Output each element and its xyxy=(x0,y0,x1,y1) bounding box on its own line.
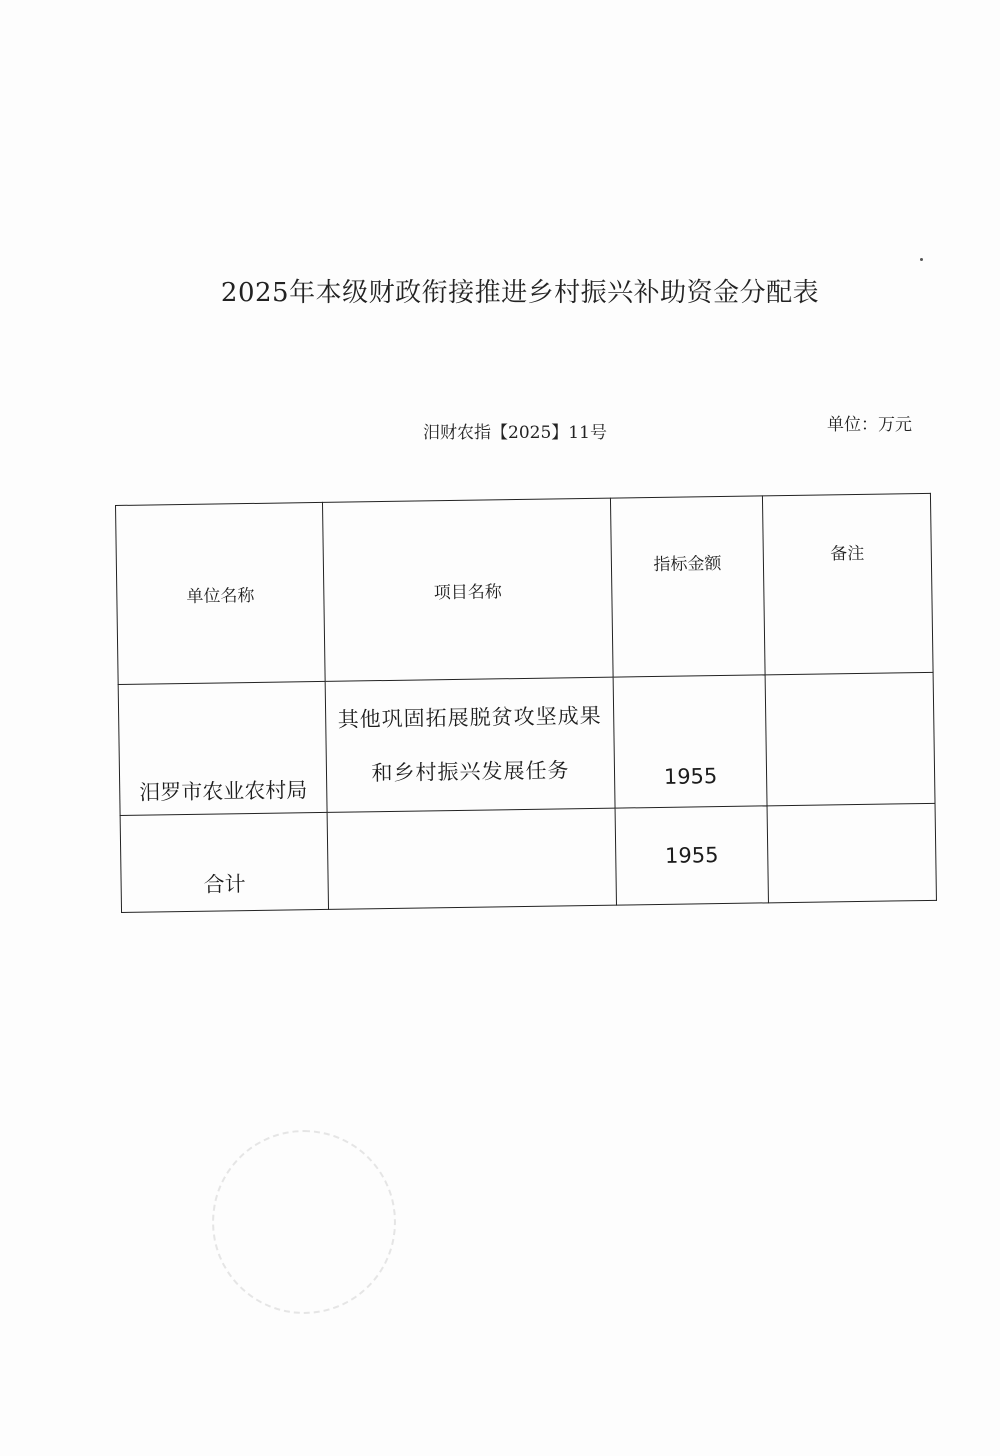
cell-amount: 1955 xyxy=(613,675,767,808)
cell-project-name xyxy=(325,677,615,812)
project-name-line-1: 其他巩固拓展脱贫攻坚成果 xyxy=(337,703,602,732)
unit-label: 单位：万元 xyxy=(827,415,912,435)
cell-note xyxy=(765,672,935,805)
allocation-table xyxy=(115,493,937,913)
document-number: 汨财农指【2025】11号 xyxy=(423,423,607,443)
total-label: 合计 xyxy=(120,812,328,912)
table-row xyxy=(118,672,935,815)
scan-speck xyxy=(920,258,923,261)
table-total-row xyxy=(120,803,936,912)
header-project-name: 项目名称 xyxy=(322,498,613,681)
total-amount: 1955 xyxy=(615,806,768,905)
table-header-row xyxy=(116,493,934,684)
header-unit-name: 单位名称 xyxy=(116,502,326,684)
cell-unit-name: 汨罗市农业农村局 xyxy=(118,681,327,815)
header-note: 备注 xyxy=(762,493,933,674)
total-note xyxy=(767,803,936,902)
allocation-table-wrapper xyxy=(115,493,936,913)
document-title: 2025年本级财政衔接推进乡村振兴补助资金分配表 xyxy=(220,278,820,308)
header-amount: 指标金额 xyxy=(610,496,765,677)
total-project xyxy=(327,808,616,909)
project-name-line-2: 和乡村振兴发展任务 xyxy=(371,758,570,786)
faded-seal-stamp xyxy=(212,1130,396,1314)
